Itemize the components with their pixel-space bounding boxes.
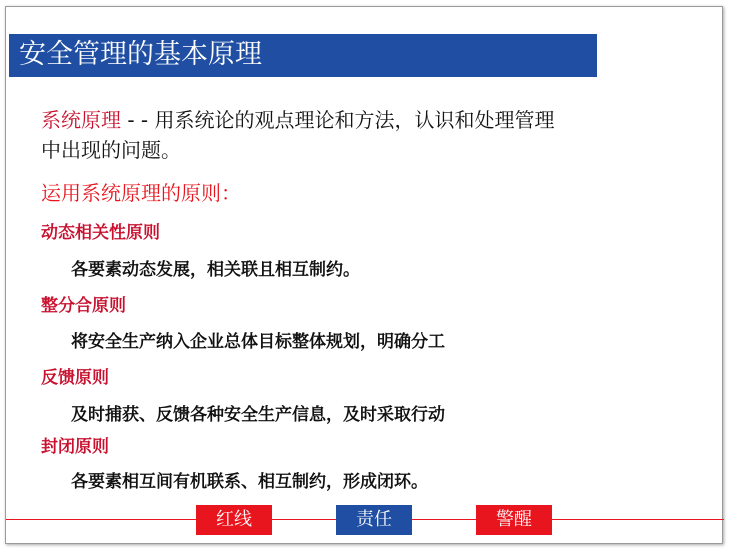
rule-desc-feedback: 及时捕获、反馈各种安全生产信息，及时采取行动 xyxy=(71,405,445,425)
rule-name-integration: 整分合原则 xyxy=(41,296,126,316)
intro-keyword: 系统原理 xyxy=(41,108,121,132)
rule-desc-closure: 各要素相互间有机联系、相互制约，形成闭环。 xyxy=(71,472,428,492)
rule-desc-integration: 将安全生产纳入企业总体目标整体规划，明确分工 xyxy=(71,332,445,352)
footer-button-redline[interactable]: 红线 xyxy=(196,505,272,535)
intro-line-2: 中出现的问题。 xyxy=(41,138,181,162)
intro-line-1 xyxy=(41,105,555,135)
intro-text: - - 用系统论的观点理论和方法，认识和处理管理 xyxy=(121,108,555,132)
rule-name-dynamic: 动态相关性原则 xyxy=(41,223,160,243)
rule-desc-dynamic: 各要素动态发展，相关联且相互制约。 xyxy=(71,260,360,280)
rule-name-closure: 封闭原则 xyxy=(41,437,109,457)
title-bar xyxy=(9,34,597,77)
slide-title: 安全管理的基本原理 xyxy=(19,39,262,70)
footer-button-alert[interactable]: 警醒 xyxy=(476,505,552,535)
section-heading: 运用系统原理的原则： xyxy=(41,181,241,205)
rule-name-feedback: 反馈原则 xyxy=(41,368,109,388)
footer-button-responsibility[interactable]: 责任 xyxy=(336,505,412,535)
